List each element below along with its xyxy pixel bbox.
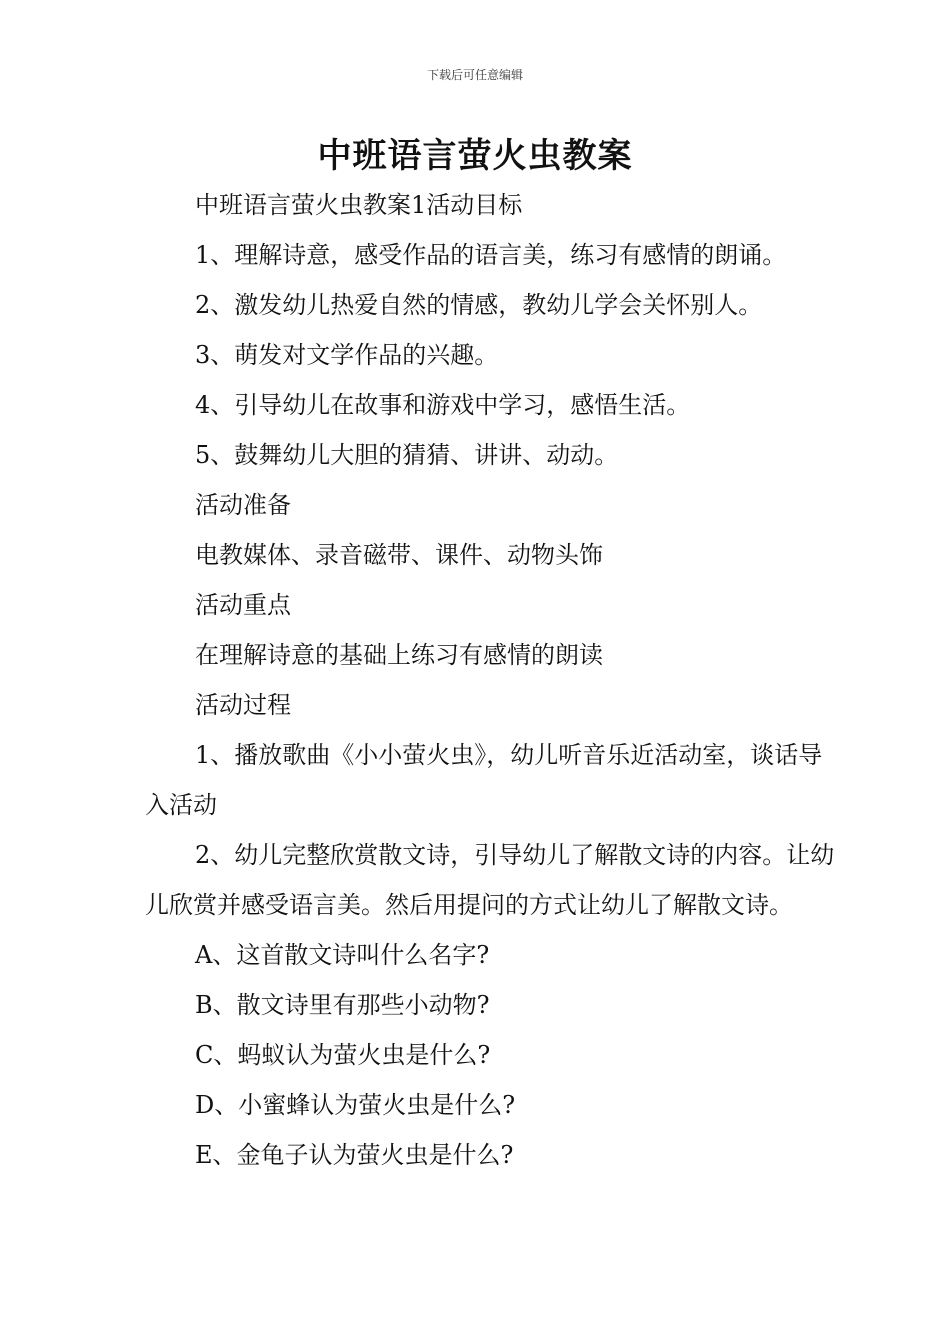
paragraph: 5、鼓舞幼儿大胆的猜猜、讲讲、动动。 <box>195 441 619 469</box>
document-title: 中班语言萤火虫教案 <box>317 136 633 176</box>
paragraph: 4、引导幼儿在故事和游戏中学习，感悟生活。 <box>195 391 691 419</box>
paragraph: C、蚂蚁认为萤火虫是什么? <box>195 1041 491 1069</box>
paragraph: 2、激发幼儿热爱自然的情感，教幼儿学会关怀别人。 <box>195 291 763 319</box>
paragraph: D、小蜜蜂认为萤火虫是什么? <box>195 1091 516 1119</box>
paragraph: 1、理解诗意，感受作品的语言美，练习有感情的朗诵。 <box>195 241 787 269</box>
paragraph: 活动过程 <box>195 691 291 719</box>
paragraph: 3、萌发对文学作品的兴趣。 <box>195 341 499 369</box>
paragraph: A、这首散文诗叫什么名字? <box>195 941 490 969</box>
paragraph: 中班语言萤火虫教案1活动目标 <box>195 191 523 219</box>
paragraph: 在理解诗意的基础上练习有感情的朗读 <box>195 641 603 669</box>
paragraph: 活动准备 <box>195 491 291 519</box>
paragraph: E、金龟子认为萤火虫是什么? <box>195 1141 514 1169</box>
paragraph: 电教媒体、录音磁带、课件、动物头饰 <box>195 541 603 569</box>
paragraph: 1、播放歌曲《小小萤火虫》，幼儿听音乐近活动室，谈话导入活动 <box>145 741 823 819</box>
paragraph: B、散文诗里有那些小动物? <box>195 991 490 1019</box>
header-note: 下载后可任意编辑 <box>426 68 523 82</box>
paragraph: 2、幼儿完整欣赏散文诗，引导幼儿了解散文诗的内容。让幼儿欣赏并感受语言美。然后用提问的方式让幼儿了解散文诗。 <box>145 841 835 919</box>
paragraph: 活动重点 <box>195 591 291 619</box>
document-body <box>145 180 835 1180</box>
